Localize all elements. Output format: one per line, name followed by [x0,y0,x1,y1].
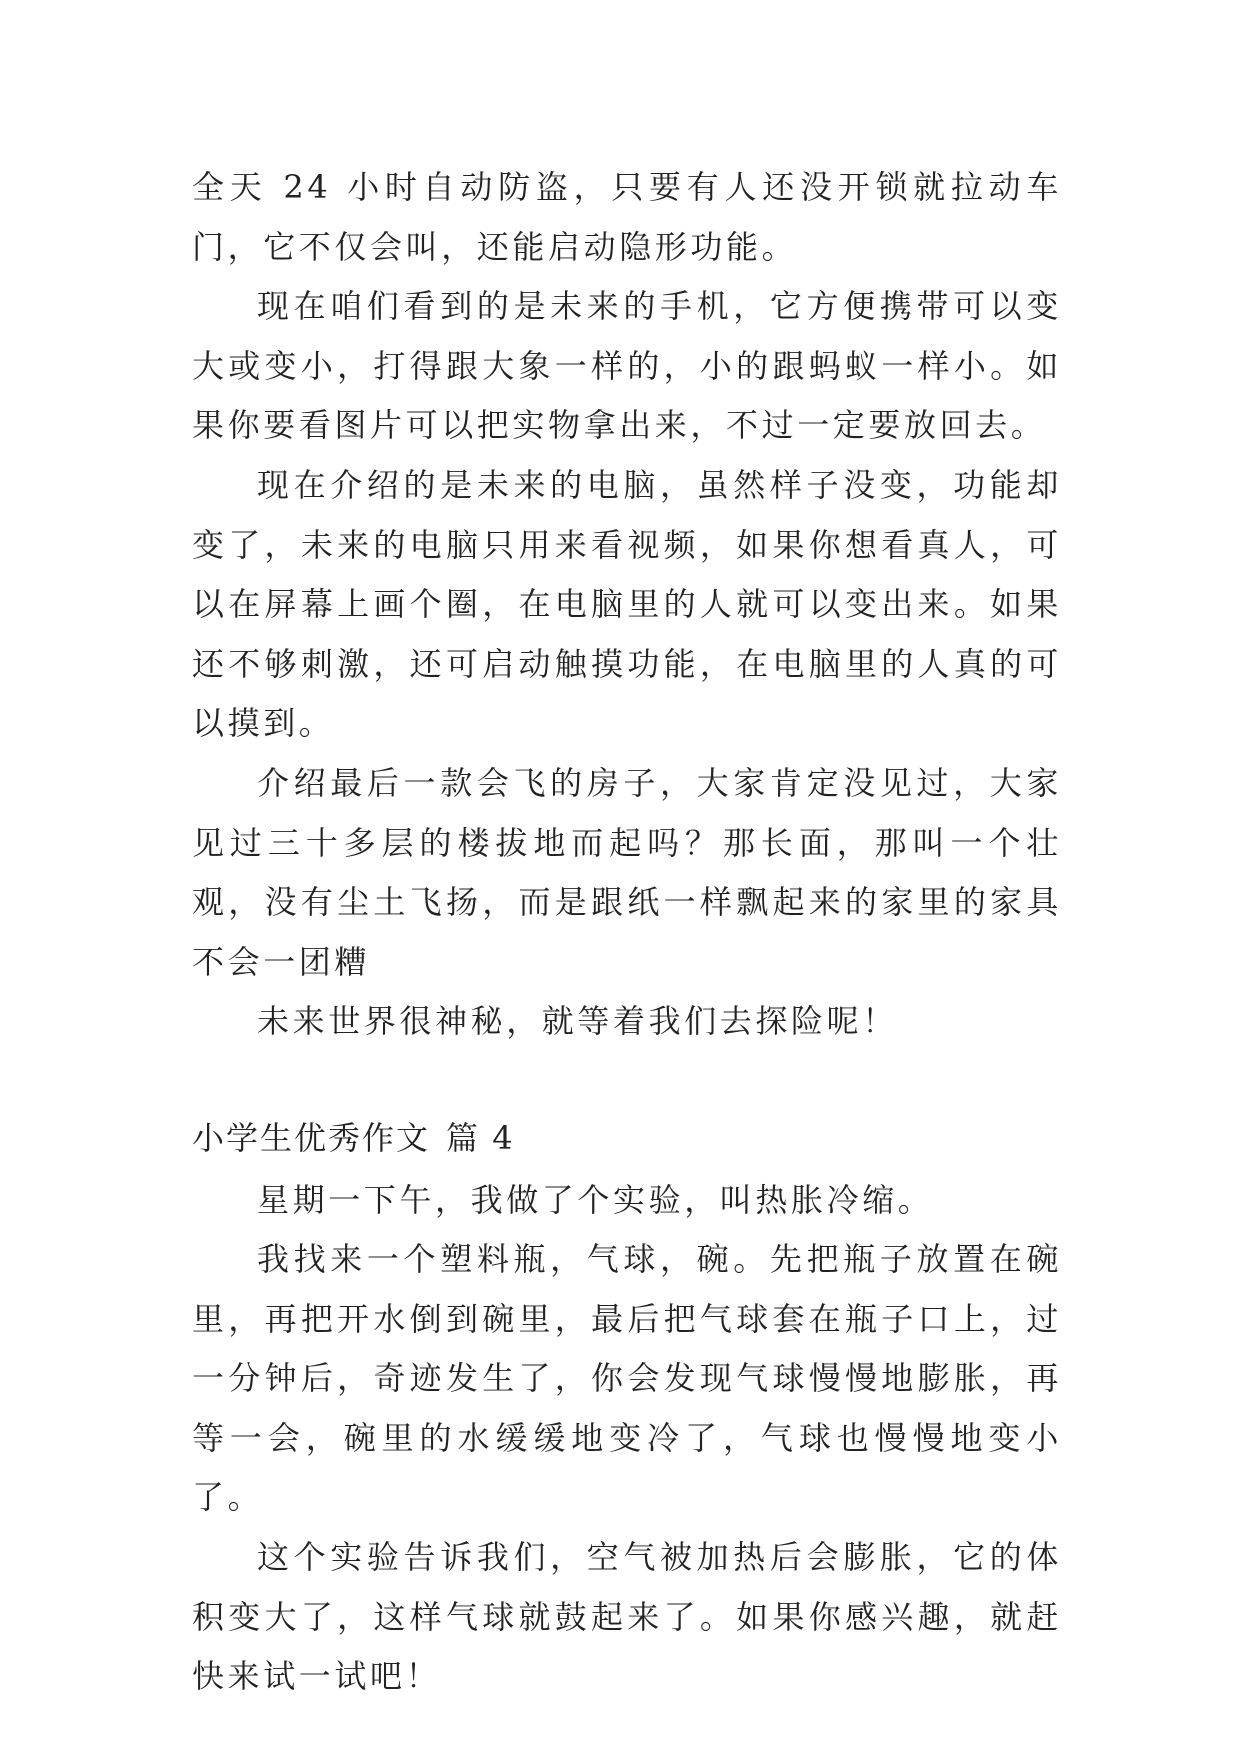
paragraph-anti-theft-continued: 全天 24 小时自动防盗，只要有人还没开锁就拉动车门，它不仅会叫，还能启动隐形功能。 [192,168,1062,266]
paragraph-conclusion: 未来世界很神秘，就等着我们去探险呢！ [257,1002,898,1041]
section-label: 篇 4 [446,1118,515,1157]
paragraph-experiment-steps: 我找来一个塑料瓶，气球，碗。先把瓶子放置在碗里，再把开水倒到碗里，最后把气球套在瓶子口上，过一分钟后，奇迹发生了，你会发现气球慢慢地膨胀，再等一会，碗里的水缓缓地变冷了，气球也慢慢地变小了。 [192,1240,1062,1517]
paragraph-experiment-intro: 星期一下午，我做了个实验，叫热胀冷缩。 [257,1180,934,1219]
section-heading [192,1109,1062,1169]
paragraph-experiment-explanation: 这个实验告诉我们，空气被加热后会膨胀，它的体积变大了，这样气球就鼓起来了。如果你感兴趣，就赶快来试一试吧！ [192,1538,1062,1696]
section-title: 小学生优秀作文 [192,1118,431,1157]
paragraph-flying-house: 介绍最后一款会飞的房子，大家肯定没见过，大家见过三十多层的楼拔地而起吗？那长面，那叫一个壮观，没有尘土飞扬，而是跟纸一样飘起来的家里的家具不会一团糟 [192,763,1062,981]
paragraph-future-phone: 现在咱们看到的是未来的手机，它方便携带可以变大或变小，打得跟大象一样的，小的跟蚂蚁一样小。如果你要看图片可以把实物拿出来，不过一定要放回去。 [192,287,1062,445]
document-body [192,158,1062,1707]
paragraph-future-computer: 现在介绍的是未来的电脑，虽然样子没变，功能却变了，未来的电脑只用来看视频，如果你想看真人，可以在屏幕上画个圈，在电脑里的人就可以变出来。如果还不够刺激，还可启动触摸功能，在电脑里的人真的可以摸到。 [192,465,1062,743]
